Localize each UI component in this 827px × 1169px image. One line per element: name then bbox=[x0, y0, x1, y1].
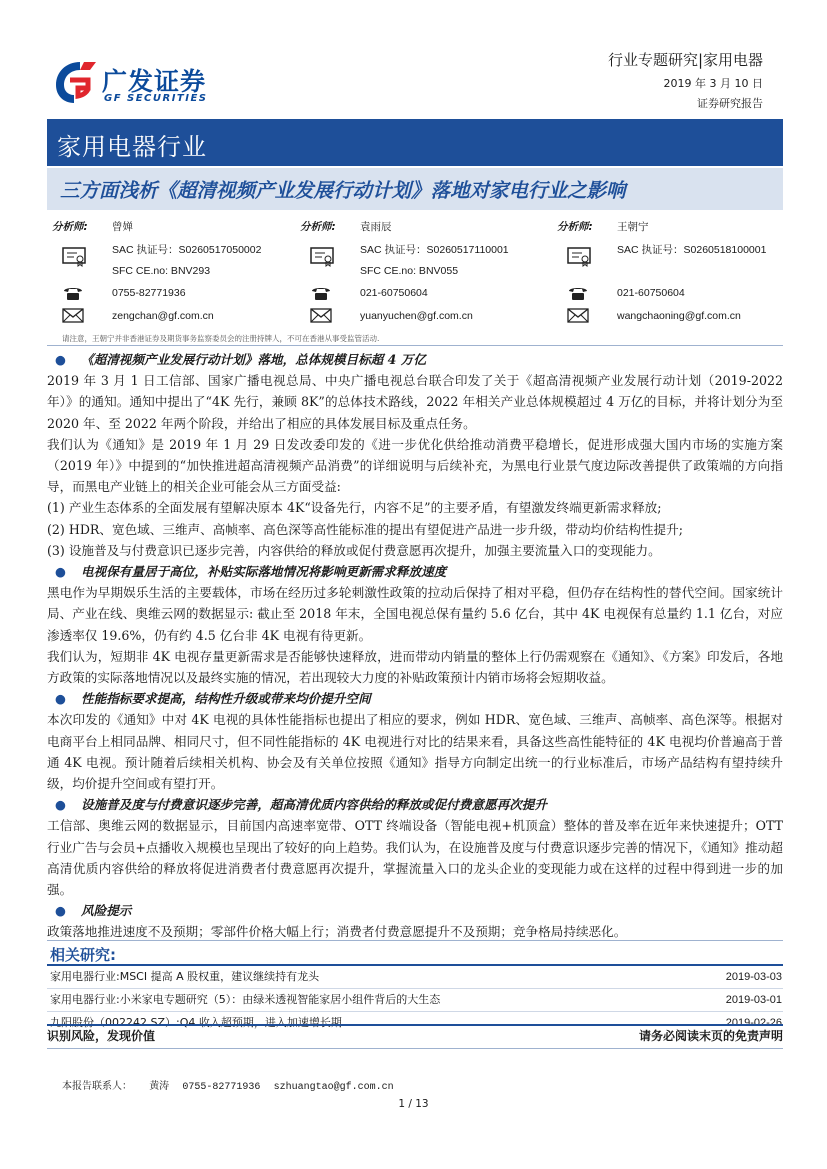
analyst-sac: SAC 执证号：S0260517110001 bbox=[360, 244, 509, 256]
report-subtitle: 三方面浅析《超清视频产业发展行动计划》落地对家电行业之影响 bbox=[60, 179, 626, 202]
related-research-item[interactable] bbox=[47, 966, 783, 989]
analyst-sfc: SFC CE.no: BNV293 bbox=[112, 265, 211, 277]
licensing-disclaimer: 请注意，王朝宁并非香港证券及期货事务监察委员会的注册持牌人，不可在香港从事受监管活动. bbox=[62, 334, 380, 343]
bullet-icon: ● bbox=[55, 564, 66, 580]
phone-icon bbox=[567, 285, 589, 301]
report-category: 行业专题研究|家用电器 bbox=[607, 51, 763, 69]
bullet-icon: ● bbox=[55, 797, 66, 813]
body-paragraph: 政策落地推进速度不及预期；零部件价格大幅上行；消费者付费意愿提升不及预期；竞争格局持续恶化。 bbox=[47, 924, 627, 940]
analyst-phone: 0755-82771936 bbox=[112, 287, 186, 299]
analyst-name: 曾婵 bbox=[112, 221, 133, 233]
body-paragraph: (2) HDR、宽色域、三维声、高帧率、高色深等高性能标准的提出有望促进产品进一步升级，带动均价结构性提升; bbox=[47, 521, 683, 537]
related-title: 家用电器行业:MSCI 提高 A 股权重，建议继续持有龙头 bbox=[50, 970, 320, 983]
analyst-email[interactable]: yuanyuchen@gf.com.cn bbox=[360, 310, 473, 322]
section-heading: ● 设施普及度与付费意识逐步完善，超高清优质内容供给的释放或促付费意愿再次提升 bbox=[47, 794, 783, 815]
contact-email[interactable]: szhuangtao@gf.com.cn bbox=[273, 1082, 394, 1093]
footer-slogan: 识别风险，发现价值 bbox=[47, 1029, 156, 1043]
certificate-icon bbox=[62, 247, 86, 267]
related-date: 2019-02-26 bbox=[725, 1017, 782, 1029]
body-paragraph: 黑电作为早期娱乐生活的主要载体，市场在经历过多轮刺激性政策的拉动后保持了相对平稳，但仍存在结构性的替代空间。国家统计局、产业在线、奥维云网的数据显示: 截止至 2018 年末，全国电视总保有量约 5.6 亿台，其中 4K 电视保有总量约 1.1 亿台，对应渗透率仅 19.6%，仍有约 4.5 亿台非 4K 电视有待更新。 bbox=[47, 585, 783, 643]
body-paragraph: (1) 产业生态体系的全面发展有望解决原本 4K“设备先行，内容不足”的主要矛盾，有望激发终端更新需求释放; bbox=[47, 500, 662, 516]
phone-icon bbox=[310, 285, 332, 301]
related-title: 九阳股份（002242.SZ）:Q4 收入超预期，进入加速增长期 bbox=[50, 1016, 342, 1029]
analyst-card bbox=[557, 215, 797, 327]
analyst-sac: SAC 执证号：S0260517050002 bbox=[112, 244, 262, 256]
certificate-icon bbox=[310, 247, 334, 267]
certificate-icon bbox=[567, 247, 591, 267]
report-type: 证券研究报告 bbox=[697, 97, 763, 110]
related-title: 家用电器行业:小米家电专题研究（5）：由绿米透视智能家居小组件背后的大生态 bbox=[50, 993, 441, 1006]
analyst-email[interactable]: zengchan@gf.com.cn bbox=[112, 310, 214, 322]
section-heading: ● 性能指标要求提高，结构性升级或带来均价提升空间 bbox=[47, 688, 783, 709]
analyst-label: 分析师: bbox=[300, 221, 336, 233]
report-body bbox=[47, 349, 783, 943]
related-date: 2019-03-03 bbox=[725, 971, 782, 983]
gf-logo-icon bbox=[50, 58, 98, 106]
contact-name: 黄涛 bbox=[149, 1081, 170, 1092]
analyst-email[interactable]: wangchaoning@gf.com.cn bbox=[617, 310, 741, 322]
body-paragraph: 我们认为《通知》是 2019 年 1 月 29 日发改委印发的《进一步优化供给推动消费平稳增长，促进形成强大国内市场的实施方案（2019 年）》中提到的“加快推进超高清视频产品消费”的详细说明与后续补充，为黑电行业景气度边际改善提供了政策端的方向指导，而黑电产业链上的相关企业可能会从三方面受益: bbox=[47, 436, 783, 495]
footer-disclaimer-note[interactable]: 请务必阅读末页的免责声明 bbox=[638, 1029, 783, 1043]
divider bbox=[47, 1024, 783, 1026]
divider bbox=[47, 1048, 783, 1049]
logo-name-en: GF SECURITIES bbox=[104, 93, 208, 104]
analyst-card bbox=[52, 215, 292, 327]
section-heading: ● 电视保有量居于高位，补贴实际落地情况将影响更新需求释放速度 bbox=[47, 561, 783, 582]
page-number: 1 / 13 bbox=[398, 1098, 429, 1110]
body-paragraph: 我们认为，短期非 4K 电视存量更新需求是否能够快速释放，进而带动内销量的整体上行仍需观察在《通知》、《方案》印发后，各地方政策的实际落地情况以及最终实施的情况，若出现较大力度的补贴政策预计内销市场将会短期收益。 bbox=[47, 648, 783, 686]
email-icon bbox=[567, 308, 589, 323]
report-contact bbox=[62, 1077, 394, 1093]
related-research-heading: 相关研究: bbox=[50, 946, 116, 964]
related-date: 2019-03-01 bbox=[725, 994, 782, 1006]
body-paragraph: 工信部、奥维云网的数据显示，目前国内高速率宽带、OTT 终端设备（智能电视+机顶盒）整体的普及率在近年来快速提升；OTT 行业广告与会员+点播收入规模也呈现出了较好的向上趋势。我们认为，在设施普及度与付费意识逐步完善的情况下，《通知》推动超高清优质内容供给的释放将促进消费者付费意愿再次提升，掌握流量入口的龙头企业的变现能力或在这样的过程中得到进一步的加强。 bbox=[47, 818, 783, 898]
body-paragraph: 本次印发的《通知》中对 4K 电视的具体性能指标也提出了相应的要求，例如 HDR、宽色域、三维声、高帧率、高色深等。根据对电商平台上相同品牌、相同尺寸，但不同性能指标的 4K 电视进行对比的结果来看，具备这些高性能特征的 4K 电视均价普遍高于普通 4K 电视。预计随着后续相关机构、协会及有关单位按照《通知》指导方向制定出统一的行业标准后，市场产品结构有望持续升级，均价提升空间或有望打开。 bbox=[47, 712, 783, 792]
bullet-icon: ● bbox=[55, 352, 66, 367]
analyst-phone: 021-60750604 bbox=[617, 287, 685, 299]
contact-label: 本报告联系人： bbox=[62, 1081, 132, 1092]
analyst-card bbox=[300, 215, 540, 327]
analyst-label: 分析师: bbox=[52, 221, 88, 233]
analyst-label: 分析师: bbox=[557, 221, 593, 233]
report-date: 2019 年 3 月 10 日 bbox=[663, 77, 763, 90]
related-research-item[interactable] bbox=[47, 989, 783, 1012]
divider bbox=[47, 940, 783, 941]
analyst-sac: SAC 执证号：S0260518100001 bbox=[617, 244, 767, 256]
bullet-icon: ● bbox=[55, 691, 66, 707]
industry-title: 家用电器行业 bbox=[57, 133, 207, 161]
body-paragraph: 2019 年 3 月 1 日工信部、国家广播电视总局、中央广播电视总台联合印发了关于《超高清视频产业发展行动计划（2019-2022 年）》的通知。通知中提出了“4K 先行，兼顾 8K”的总体技术路线，2022 年相关产业总体规模超过 4 万亿的目标，并将计划分为至 2020 年、至 2022 年两个阶段，并给出了相应的具体发展目标及重点任务。 bbox=[47, 373, 783, 431]
section-heading: ● 风险提示 bbox=[47, 900, 783, 921]
bullet-icon: ● bbox=[55, 903, 66, 919]
analyst-phone: 021-60750604 bbox=[360, 287, 428, 299]
analyst-sfc: SFC CE.no: BNV055 bbox=[360, 265, 459, 277]
email-icon bbox=[62, 308, 84, 323]
analyst-name: 王朝宁 bbox=[617, 221, 649, 233]
divider bbox=[47, 345, 783, 346]
body-paragraph: (3) 设施普及与付费意识已逐步完善，内容供给的释放或促付费意愿再次提升，加强主要流量入口的变现能力。 bbox=[47, 542, 661, 558]
section-heading: ● 《超清视频产业发展行动计划》落地，总体规模目标超 4 万亿 bbox=[47, 349, 783, 370]
phone-icon bbox=[62, 285, 84, 301]
logo-name-cn: 广发证券 bbox=[102, 67, 207, 96]
email-icon bbox=[310, 308, 332, 323]
analyst-name: 袁雨辰 bbox=[360, 221, 392, 233]
contact-phone: 0755-82771936 bbox=[182, 1082, 261, 1093]
